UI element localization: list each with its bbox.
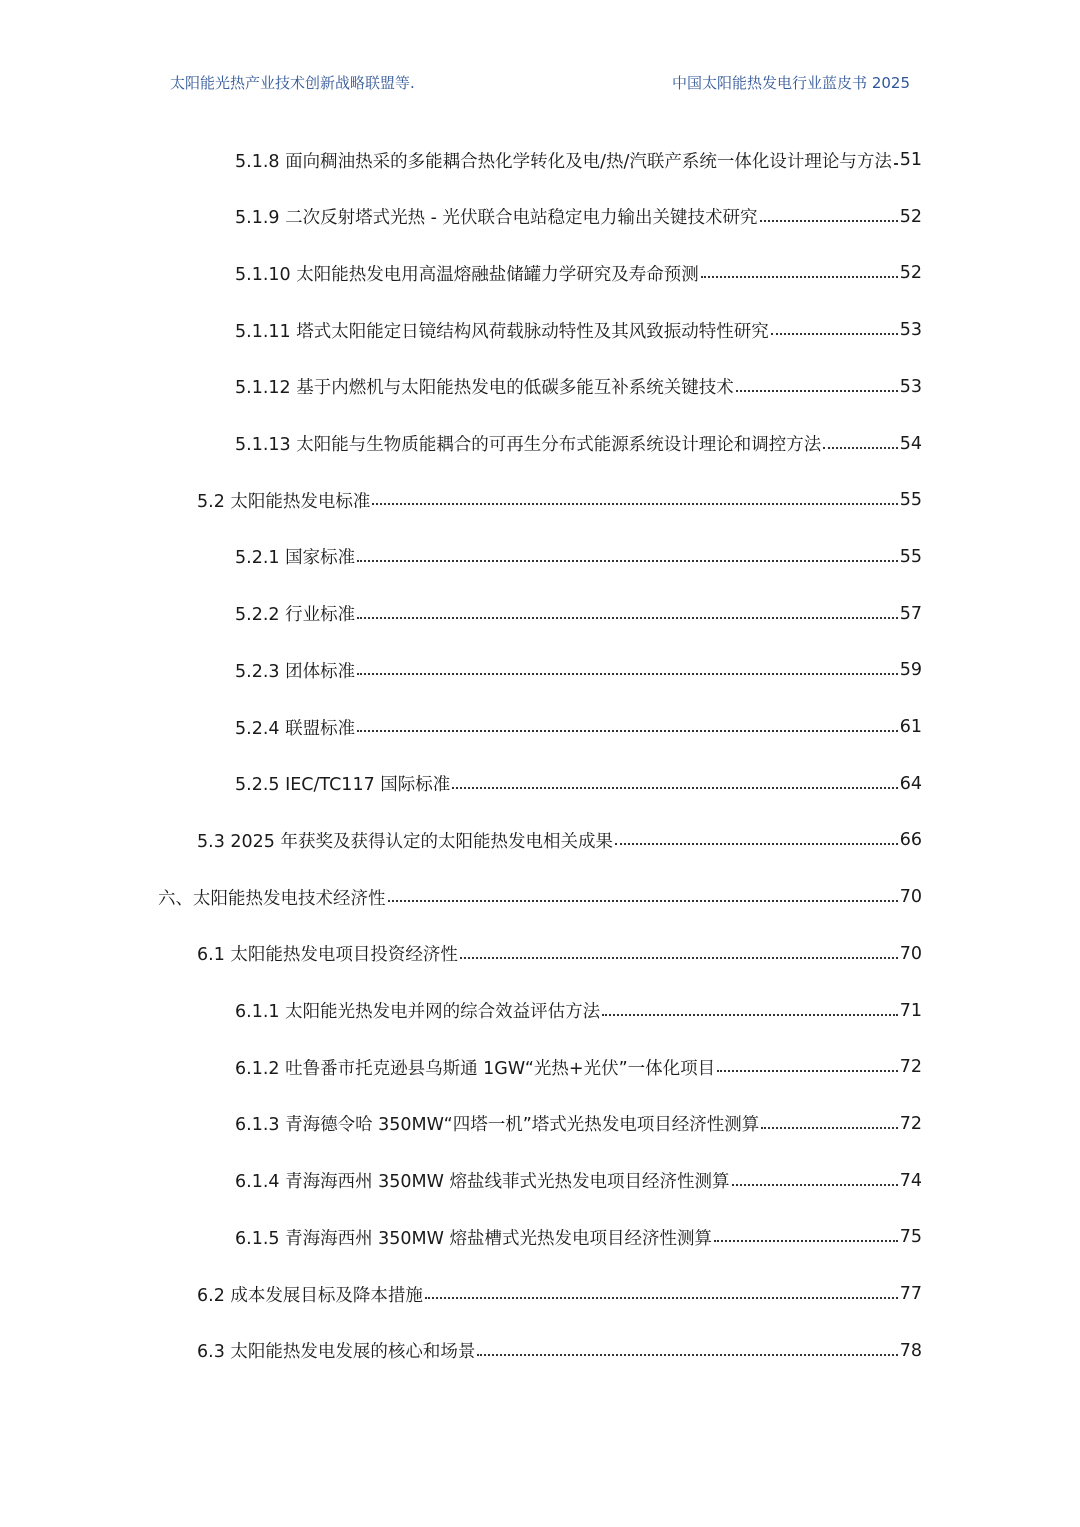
page-header — [0, 72, 1080, 96]
toc-entry-title: 6.1.2 吐鲁番市托克逊县乌斯通 1GW“光热+光伏”一体化项目 — [235, 1058, 716, 1079]
toc-leader-dots — [761, 1127, 897, 1129]
toc-entry-title: 6.1 太阳能热发电项目投资经济性 — [197, 945, 458, 966]
toc-entry-page: 54 — [899, 433, 922, 454]
toc-leader-dots — [372, 503, 897, 505]
toc-entry[interactable] — [235, 537, 922, 577]
toc-entry-page: 53 — [899, 376, 922, 397]
toc-entry-title: 5.1.10 太阳能热发电用高温熔融盐储罐力学研究及寿命预测 — [235, 264, 699, 285]
toc-leader-dots — [460, 957, 898, 959]
header-book-title: 中国太阳能热发电行业蓝皮书 2025 — [672, 74, 910, 92]
toc-entry-page: 70 — [899, 887, 922, 908]
toc-entry-title: 5.1.11 塔式太阳能定日镜结构风荷载脉动特性及其风致振动特性研究 — [235, 321, 769, 342]
toc-entry-page: 51 — [899, 150, 922, 170]
toc-leader-dots — [823, 447, 897, 449]
toc-entry-page: 70 — [899, 943, 922, 964]
toc-entry-title: 6.2 成本发展目标及降本措施 — [197, 1285, 423, 1306]
toc-entry-page: 72 — [899, 1057, 922, 1078]
toc-entry[interactable] — [235, 764, 922, 804]
toc-entry-page: 78 — [899, 1340, 922, 1361]
toc-entry-title: 5.1.13 太阳能与生物质能耦合的可再生分布式能源系统设计理论和调控方法 — [235, 435, 822, 455]
toc-leader-dots — [771, 333, 898, 335]
toc-entry-title: 5.1.12 基于内燃机与太阳能热发电的低碳多能互补系统关键技术 — [235, 378, 734, 399]
toc-leader-dots — [357, 673, 898, 675]
toc-leader-dots — [357, 730, 898, 732]
toc-leader-dots — [388, 900, 898, 902]
toc-leader-dots — [477, 1354, 897, 1356]
toc-entry[interactable] — [235, 707, 922, 747]
toc-entry-title: 6.1.3 青海德令哈 350MW“四塔一机”塔式光热发电项目经济性测算 — [235, 1115, 760, 1136]
toc-entry-title: 6.1.5 青海海西州 350MW 熔盐槽式光热发电项目经济性测算 — [235, 1228, 713, 1249]
toc-entry-page: 61 — [899, 717, 922, 737]
toc-entry-page: 66 — [899, 830, 922, 851]
toc-leader-dots — [357, 617, 898, 619]
toc-leader-dots — [357, 560, 898, 562]
toc-entry-page: 55 — [899, 546, 922, 567]
toc-entry-title: 6.3 太阳能热发电发展的核心和场景 — [197, 1342, 476, 1363]
toc-entry[interactable] — [197, 934, 922, 974]
toc-leader-dots — [452, 787, 897, 789]
toc-entry-page: 77 — [899, 1284, 922, 1304]
toc-entry-title: 5.2 太阳能热发电标准 — [197, 491, 371, 512]
toc-entry-title: 六、太阳能热发电技术经济性 — [158, 888, 386, 909]
toc-entry[interactable] — [197, 820, 922, 860]
toc-entry-page: 55 — [899, 490, 922, 511]
toc-entry-title: 5.1.9 二次反射塔式光热 - 光伏联合电站稳定电力输出关键技术研究 — [235, 208, 758, 229]
toc-leader-dots — [714, 1240, 898, 1242]
toc-entry-title: 6.1.1 太阳能光热发电并网的综合效益评估方法 — [235, 1002, 601, 1022]
toc-entry-title: 5.1.8 面向稠油热采的多能耦合热化学转化及电/热/汽联产系统一体化设计理论与方法 — [235, 151, 892, 172]
toc-entry[interactable] — [235, 1047, 922, 1087]
toc-entry[interactable] — [158, 877, 922, 917]
toc-leader-dots — [717, 1070, 898, 1072]
toc-entry-title: 5.2.2 行业标准 — [235, 605, 356, 626]
toc-entry-page: 53 — [899, 320, 922, 341]
toc-entry[interactable] — [197, 1331, 922, 1371]
header-organization: 太阳能光热产业技术创新战略联盟等. — [170, 74, 415, 92]
toc-entry[interactable] — [235, 197, 922, 237]
toc-leader-dots — [894, 163, 898, 165]
toc-leader-dots — [760, 220, 898, 222]
toc-entry[interactable] — [235, 253, 922, 293]
toc-entry[interactable] — [235, 991, 922, 1031]
toc-leader-dots — [615, 843, 898, 845]
toc-entry[interactable] — [235, 594, 922, 634]
toc-entry-title: 6.1.4 青海海西州 350MW 熔盐线菲式光热发电项目经济性测算 — [235, 1172, 730, 1193]
toc-entry-title: 5.2.1 国家标准 — [235, 548, 356, 569]
toc-entry-title: 5.3 2025 年获奖及获得认定的太阳能热发电相关成果 — [197, 831, 613, 852]
toc-leader-dots — [736, 390, 898, 392]
toc-leader-dots — [602, 1014, 898, 1016]
toc-entry-page: 57 — [899, 603, 922, 624]
toc-entry[interactable] — [235, 367, 922, 407]
toc-entry[interactable] — [235, 140, 922, 180]
toc-entry-title: 5.2.5 IEC/TC117 国际标准 — [235, 775, 451, 796]
toc-entry-title: 5.2.3 团体标准 — [235, 661, 356, 682]
toc-entry-page: 71 — [899, 1000, 922, 1021]
toc-entry-page: 74 — [899, 1170, 922, 1191]
toc-entry[interactable] — [235, 1161, 922, 1201]
toc-entry[interactable] — [235, 1217, 922, 1257]
toc-entry-page: 64 — [899, 773, 922, 794]
toc-entry-title: 5.2.4 联盟标准 — [235, 718, 356, 739]
toc-entry-page: 52 — [899, 206, 922, 227]
toc-entry[interactable] — [235, 1104, 922, 1144]
toc-entry-page: 75 — [899, 1227, 922, 1248]
toc-leader-dots — [425, 1297, 898, 1299]
toc-entry-page: 59 — [899, 660, 922, 681]
toc-entry[interactable] — [235, 424, 922, 464]
toc-entry-page: 72 — [899, 1113, 922, 1134]
toc-leader-dots — [701, 276, 898, 278]
toc-entry[interactable] — [235, 310, 922, 350]
toc-entry[interactable] — [197, 1274, 922, 1314]
toc-entry[interactable] — [235, 650, 922, 690]
toc-entry-page: 52 — [899, 263, 922, 284]
toc-leader-dots — [732, 1184, 898, 1186]
toc-entry[interactable] — [197, 480, 922, 520]
